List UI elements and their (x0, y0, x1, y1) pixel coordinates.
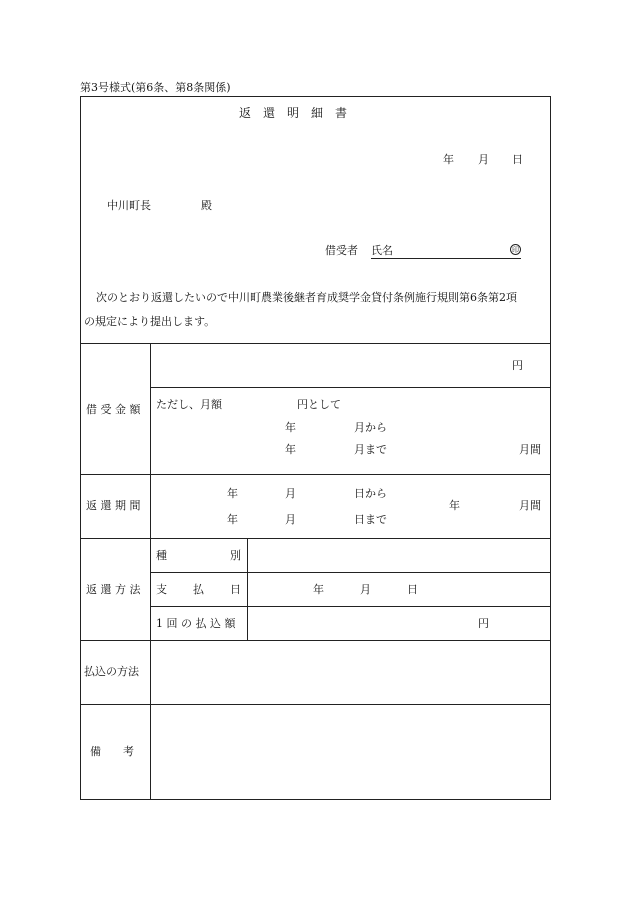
applicant-role-label: 借受者 (325, 244, 358, 257)
loan-to-month: 月まで (354, 443, 387, 456)
monthly-suffix: 円として (297, 398, 341, 411)
period-from-month: 月 (285, 487, 296, 500)
loan-from-month: 月から (354, 421, 387, 434)
seal-mark: 印 (512, 246, 519, 254)
date-year-label: 年 (443, 153, 454, 166)
loan-from-year: 年 (285, 421, 296, 434)
payday-year: 年 (313, 583, 324, 596)
method-row-line-1 (150, 572, 551, 573)
remarks-label: 備 考 (90, 745, 134, 758)
period-from-year: 年 (227, 487, 238, 500)
payday-month: 月 (360, 583, 371, 596)
period-from-day: 日から (354, 487, 387, 500)
period-to-month: 月 (285, 513, 296, 526)
form-number-label: 第3号様式(第6条、第8条関係) (80, 81, 231, 94)
type-label-2: 別 (230, 549, 241, 562)
payday-day: 日 (407, 583, 418, 596)
payday-label-1: 支 (156, 583, 167, 596)
applicant-name-underline (371, 258, 521, 259)
applicant-name-label: 氏名 (371, 244, 393, 257)
loan-amount-yen: 円 (512, 359, 523, 372)
method-sublabel-divider (247, 538, 248, 640)
loan-to-year: 年 (285, 443, 296, 456)
date-month-label: 月 (478, 153, 489, 166)
loan-inner-line (150, 387, 551, 388)
installment-label: 1 回 の 払 込 額 (156, 617, 236, 630)
period-to-year: 年 (227, 513, 238, 526)
payday-label-2: 払 (193, 583, 204, 596)
document-title: 返 還 明 細 書 (239, 106, 348, 120)
method-row-line-2 (150, 606, 551, 607)
payday-label-3: 日 (230, 583, 241, 596)
addressee-honorific: 殿 (201, 199, 212, 212)
period-total-months: 月間 (519, 499, 541, 512)
loan-amount-label: 借 受 金 額 (86, 403, 141, 416)
loan-months: 月間 (519, 443, 541, 456)
period-total-year: 年 (449, 499, 460, 512)
body-text-line-1: 次のとおり返還したいので中川町農業後継者育成奨学金貸付条例施行規則第6条第2項 (96, 291, 517, 304)
repay-method-label: 返 還 方 法 (86, 583, 141, 596)
label-column-divider (150, 343, 151, 800)
body-text-line-2: の規定により提出します。 (84, 315, 216, 328)
type-label-1: 種 (156, 549, 167, 562)
period-to-day: 日まで (354, 513, 387, 526)
addressee-name: 中川町長 (107, 199, 151, 212)
repay-period-label: 返 還 期 間 (86, 499, 141, 512)
date-day-label: 日 (512, 153, 523, 166)
monthly-prefix: ただし、月額 (156, 398, 222, 411)
payment-method-label: 払込の方法 (84, 665, 139, 678)
installment-yen: 円 (478, 617, 489, 630)
